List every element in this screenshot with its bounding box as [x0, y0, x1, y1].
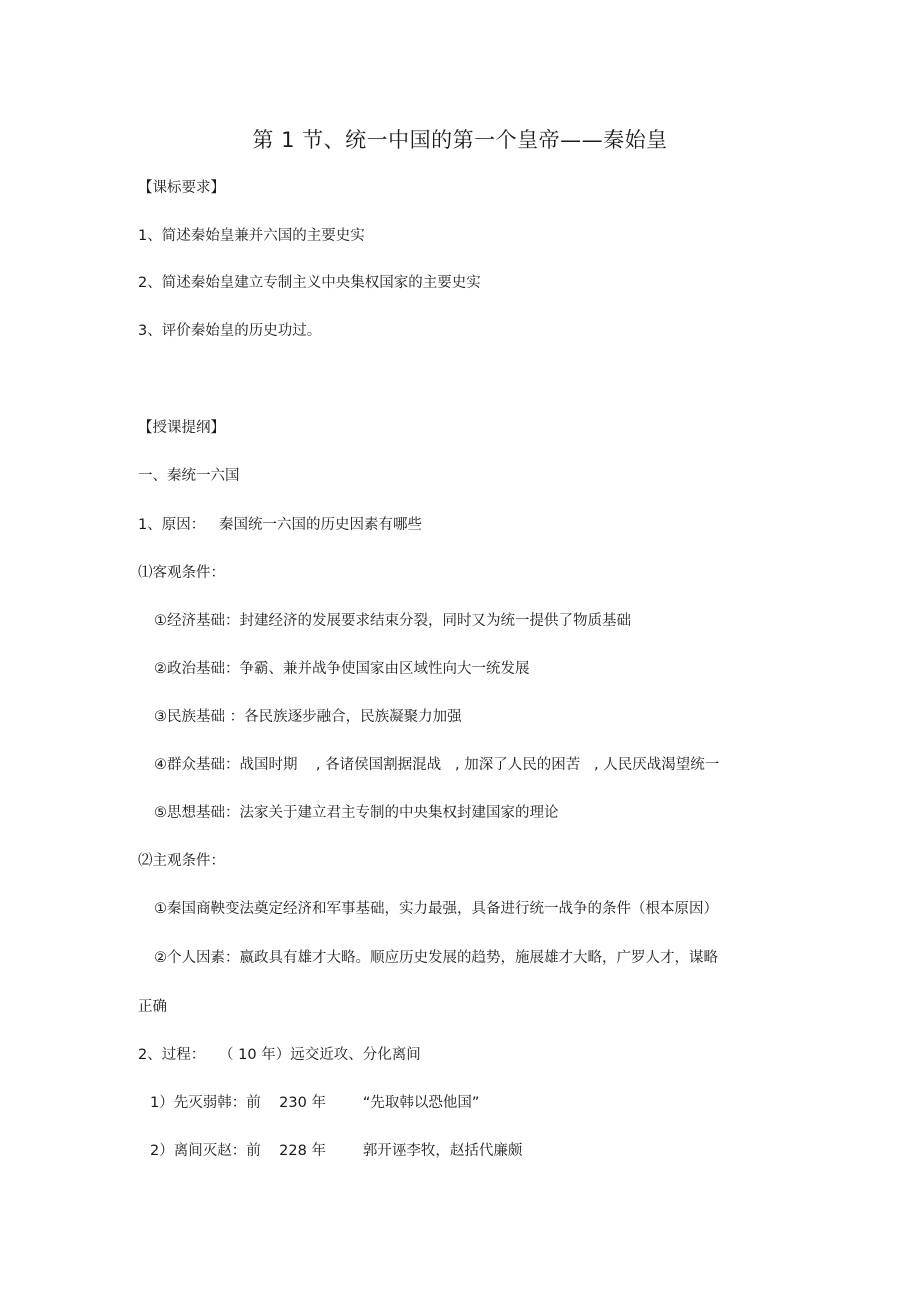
- part1-title: 一、秦统一六国: [138, 468, 240, 484]
- objective-item: ⑤思想基础：法家关于建立君主专制的中央集权封建国家的理论: [154, 805, 559, 821]
- objective-item: ③民族基础 ：各民族逐步融合，民族凝聚力加强: [154, 709, 462, 725]
- process-item: 1）先灭弱韩：前 230 年 “先取韩以恐他国”: [150, 1095, 480, 1111]
- process-title: 2、过程： （ 10 年）远交近攻、分化离间: [138, 1047, 421, 1063]
- subjective-item: ②个人因素：嬴政具有雄才大略。顺应历史发展的趋势，施展雄才大略，广罗人才，谋略: [154, 950, 718, 966]
- objective-title: ⑴客观条件：: [138, 565, 225, 581]
- objective-item: ①经济基础：封建经济的发展要求结束分裂，同时又为统一提供了物质基础: [154, 613, 631, 629]
- outline-heading: 【授课提纲】: [138, 420, 225, 436]
- standards-item: 1、简述秦始皇兼并六国的主要史实: [138, 228, 365, 244]
- subjective-item-continued: 正确: [138, 999, 167, 1015]
- subjective-item: ①秦国商鞅变法奠定经济和军事基础，实力最强，具备进行统一战争的条件（根本原因）: [154, 901, 718, 917]
- subjective-title: ⑵主观条件：: [138, 853, 225, 869]
- standards-heading: 【课标要求】: [138, 180, 225, 196]
- document-title: 第 1 节、统一中国的第一个皇帝——秦始皇: [252, 128, 668, 152]
- cause-title: 1、原因： 秦国统一六国的历史因素有哪些: [138, 517, 423, 533]
- objective-item: ④群众基础：战国时期 , 各诸侯国割据混战 , 加深了人民的困苦 , 人民厌战渴望统一: [154, 757, 720, 773]
- standards-item: 3、评价秦始皇的历史功过。: [138, 323, 322, 339]
- standards-item: 2、简述秦始皇建立专制主义中央集权国家的主要史实: [138, 275, 481, 291]
- objective-item: ②政治基础：争霸、兼并战争使国家由区域性向大一统发展: [154, 661, 530, 677]
- process-item: 2）离间灭赵：前 228 年 郭开诬李牧，赵括代廉颇: [150, 1143, 523, 1159]
